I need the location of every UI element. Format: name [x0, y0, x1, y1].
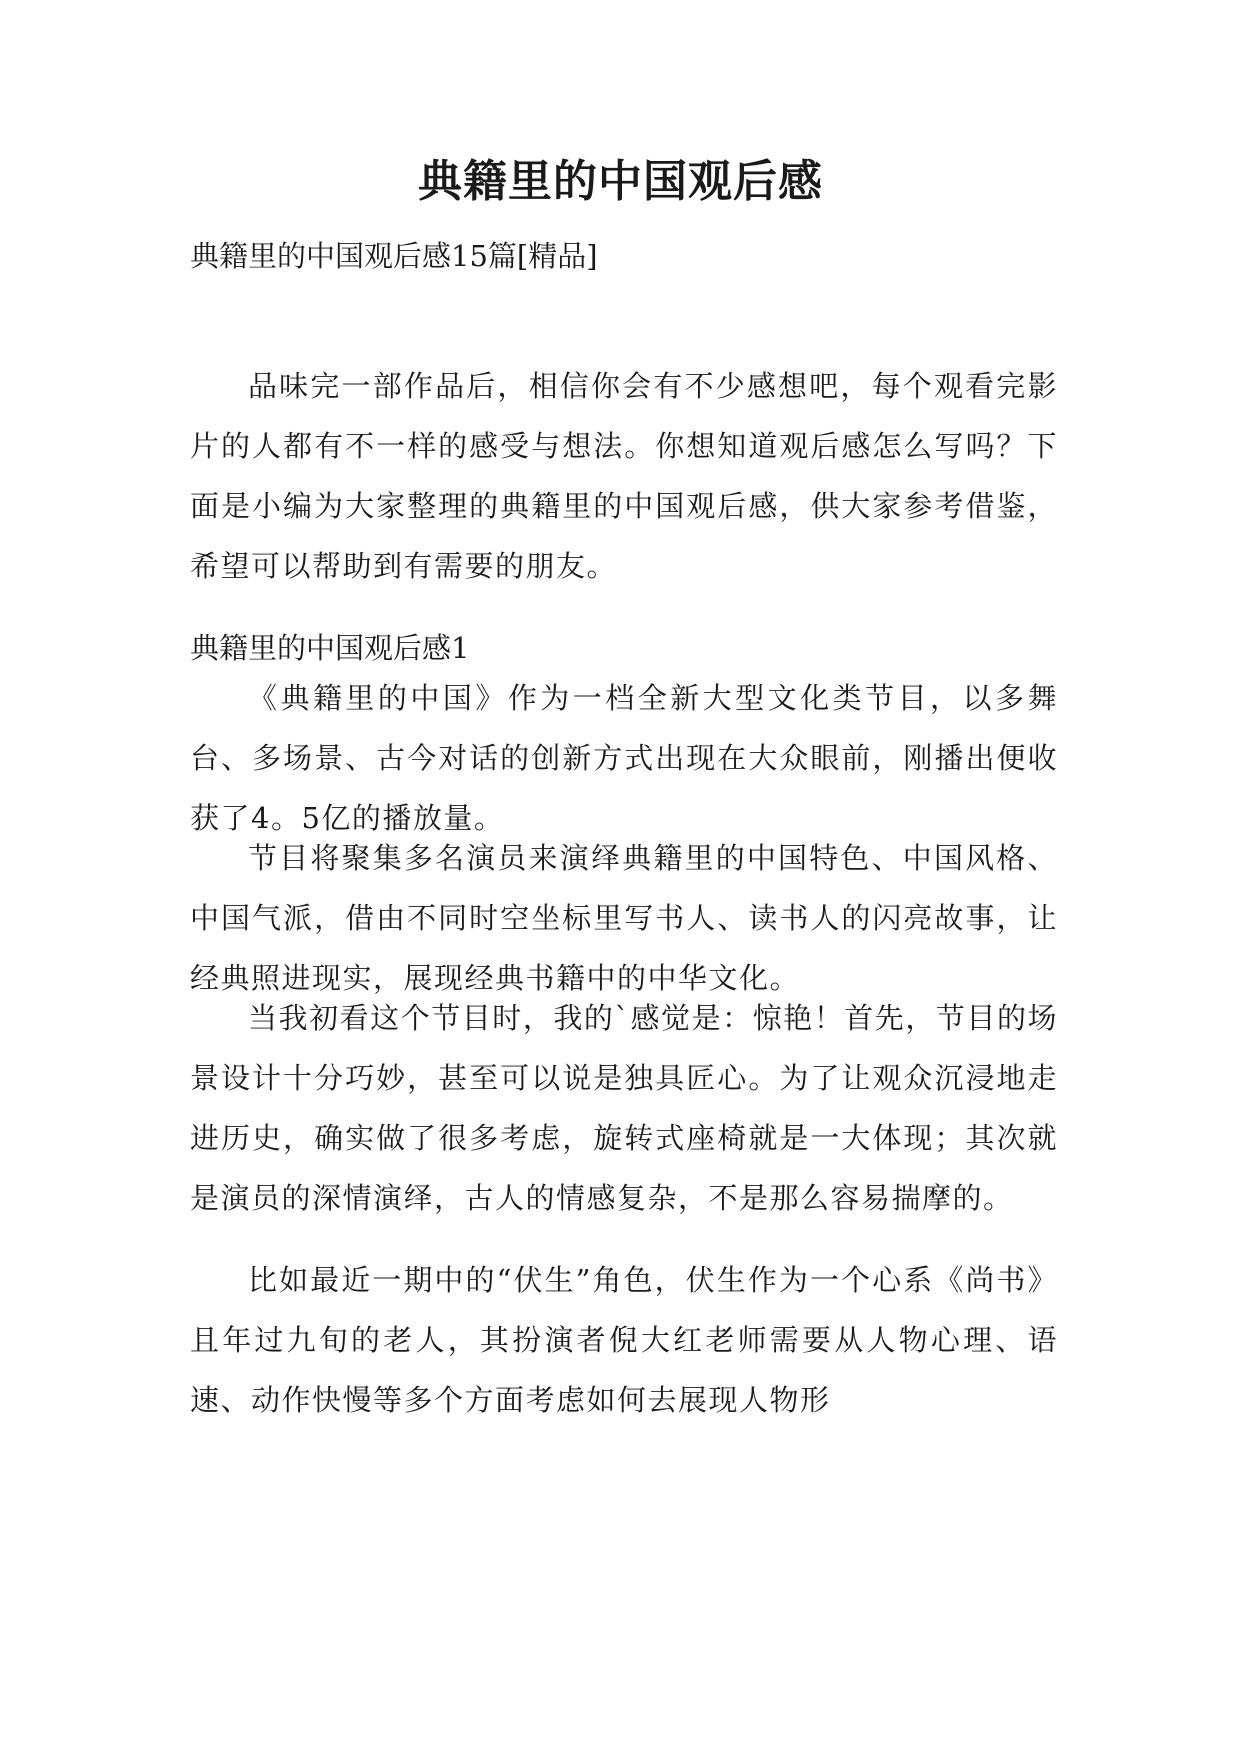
- body-paragraph-4: 比如最近一期中的“伏生”角色，伏生作为一个心系《尚书》且年过九旬的老人，其扮演者倪大红老师需要从人物心理、语速、动作快慢等多个方面考虑如何去展现人物形: [190, 1263, 1058, 1417]
- document-title: 典籍里的中国观后感: [418, 156, 823, 207]
- body-paragraph-3: 当我初看这个节目时，我的`感觉是：惊艳！首先，节目的场景设计十分巧妙，甚至可以说是独具匠心。为了让观众沉浸地走进历史，确实做了很多考虑，旋转式座椅就是一大体现；其次就是演员的深情演绎，古人的情感复杂，不是那么容易揣摩的。: [190, 1001, 1058, 1215]
- section-heading: 典籍里的中国观后感1: [190, 631, 470, 665]
- body-paragraph-1: 《典籍里的中国》作为一档全新大型文化类节目，以多舞台、多场景、古今对话的创新方式出现在大众眼前，刚播出便收获了4。5亿的播放量。: [190, 681, 1058, 835]
- intro-paragraph: 品味完一部作品后，相信你会有不少感想吧，每个观看完影片的人都有不一样的感受与想法。你想知道观后感怎么写吗？下面是小编为大家整理的典籍里的中国观后感，供大家参考借鉴，希望可以帮助到有需要的朋友。: [190, 369, 1058, 583]
- document-subtitle: 典籍里的中国观后感15篇[精品]: [190, 239, 598, 273]
- body-paragraph-2: 节目将聚集多名演员来演绎典籍里的中国特色、中国风格、中国气派，借由不同时空坐标里写书人、读书人的闪亮故事，让经典照进现实，展现经典书籍中的中华文化。: [190, 841, 1058, 995]
